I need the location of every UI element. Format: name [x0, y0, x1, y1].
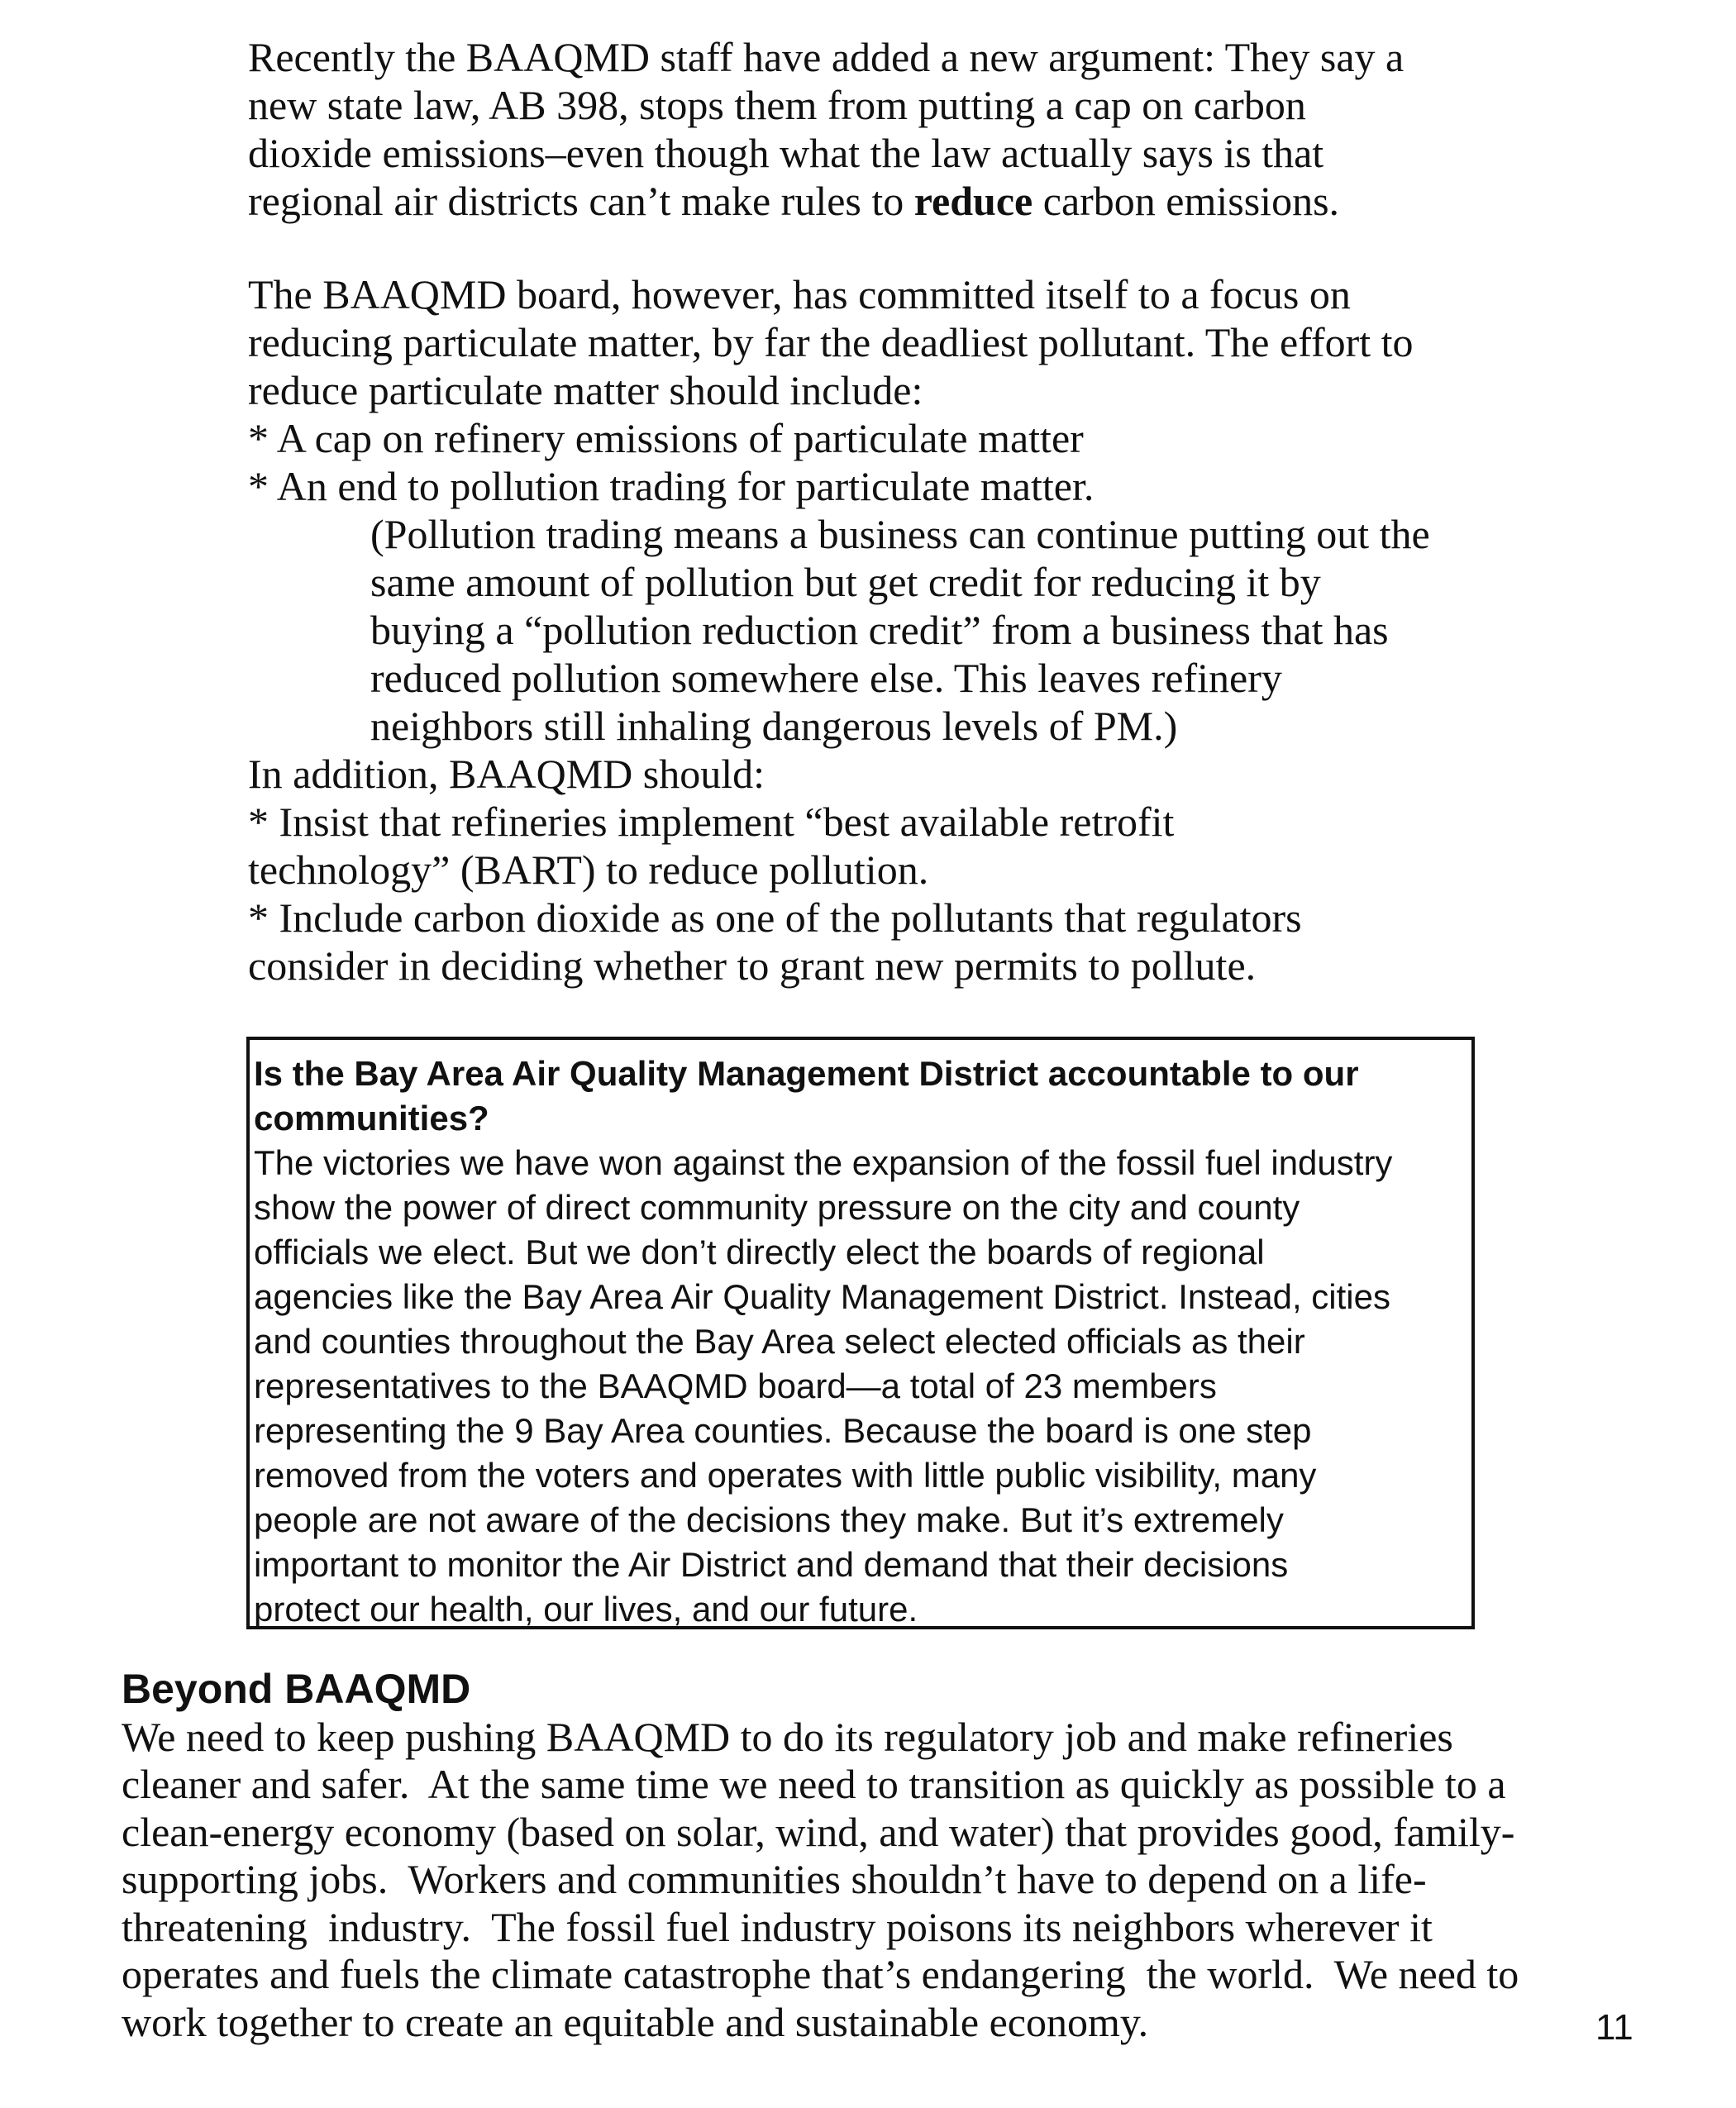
box-body-line: protect our health, our lives, and our future.: [254, 1590, 918, 1629]
box-body-line: show the power of direct community pressure on the city and county: [254, 1188, 1300, 1227]
trading-note-line: buying a “pollution reduction credit” from a business that has: [370, 607, 1389, 653]
intro-line: dioxide emissions–even though what the law actually says is that: [248, 130, 1324, 176]
focus-line: reducing particulate matter, by far the deadliest pollutant. The effort to: [248, 319, 1414, 365]
intro-paragraph: [248, 33, 1404, 225]
bullet-item: * An end to pollution trading for particulate matter.: [248, 463, 1095, 509]
box-body-line: people are not aware of the decisions they make. But it’s extremely: [254, 1500, 1284, 1539]
box-body-line: and counties throughout the Bay Area select elected officials as their: [254, 1322, 1305, 1361]
intro-text: regional air districts can’t make rules to: [248, 178, 914, 224]
trading-note-line: neighbors still inhaling dangerous levels of PM.): [370, 703, 1178, 749]
intro-text: carbon emissions.: [1033, 178, 1340, 224]
box-title: communities?: [254, 1099, 489, 1137]
beyond-line: work together to create an equitable and sustainable economy.: [122, 1998, 1149, 2045]
trading-note-line: same amount of pollution but get credit for reducing it by: [370, 559, 1321, 605]
box-body-line: representatives to the BAAQMD board—a total of 23 members: [254, 1366, 1217, 1405]
box-body-line: The victories we have won against the expansion of the fossil fuel industry: [254, 1143, 1393, 1182]
trading-note-line: reduced pollution somewhere else. This leaves refinery: [370, 655, 1282, 701]
beyond-line: threatening industry. The fossil fuel industry poisons its neighbors wherever it: [122, 1903, 1433, 1950]
section-heading: Beyond BAAQMD: [122, 1666, 471, 1712]
beyond-line: clean-energy economy (based on solar, wind, and water) that provides good, family-: [122, 1808, 1515, 1855]
focus-line: reduce particulate matter should include:: [248, 367, 923, 413]
focus-section: [248, 270, 1430, 990]
intro-line: [248, 177, 1404, 225]
bullet-item: * A cap on refinery emissions of particulate matter: [248, 415, 1084, 461]
box-body-line: agencies like the Bay Area Air Quality Management District. Instead, cities: [254, 1277, 1390, 1316]
addition-line: In addition, BAAQMD should:: [248, 751, 765, 797]
addition-line: technology” (BART) to reduce pollution.: [248, 847, 929, 893]
beyond-line: cleaner and safer. At the same time we need to transition as quickly as possible to a: [122, 1761, 1506, 1807]
trading-note-line: (Pollution trading means a business can continue putting out the: [370, 511, 1430, 557]
intro-line: Recently the BAAQMD staff have added a new argument: They say a: [248, 34, 1405, 80]
beyond-line: operates and fuels the climate catastrophe that’s endangering the world. We need to: [122, 1951, 1519, 1997]
accountability-sidebar-box: [246, 1037, 1475, 1629]
beyond-line: supporting jobs. Workers and communities shouldn’t have to depend on a life-: [122, 1856, 1427, 1902]
box-body-line: removed from the voters and operates with little public visibility, many: [254, 1456, 1317, 1495]
emphasis-reduce: reduce: [913, 178, 1033, 224]
intro-line: new state law, AB 398, stops them from putting a cap on carbon: [248, 82, 1306, 128]
box-body-line: important to monitor the Air District and demand that their decisions: [254, 1545, 1289, 1584]
beyond-line: We need to keep pushing BAAQMD to do its regulatory job and make refineries: [122, 1713, 1453, 1760]
bullet-item: * Include carbon dioxide as one of the pollutants that regulators: [248, 894, 1302, 941]
beyond-baaqmd-section: [122, 1666, 1519, 2046]
addition-line: consider in deciding whether to grant new permits to pollute.: [248, 942, 1257, 989]
page-number: 11: [1595, 2007, 1633, 2048]
bullet-item: * Insist that refineries implement “best available retrofit: [248, 799, 1175, 845]
box-body-line: representing the 9 Bay Area counties. Because the board is one step: [254, 1411, 1312, 1450]
box-title: Is the Bay Area Air Quality Management District accountable to our: [254, 1054, 1359, 1093]
focus-line: The BAAQMD board, however, has committed itself to a focus on: [248, 271, 1351, 317]
box-body-line: officials we elect. But we don’t directly elect the boards of regional: [254, 1233, 1265, 1271]
